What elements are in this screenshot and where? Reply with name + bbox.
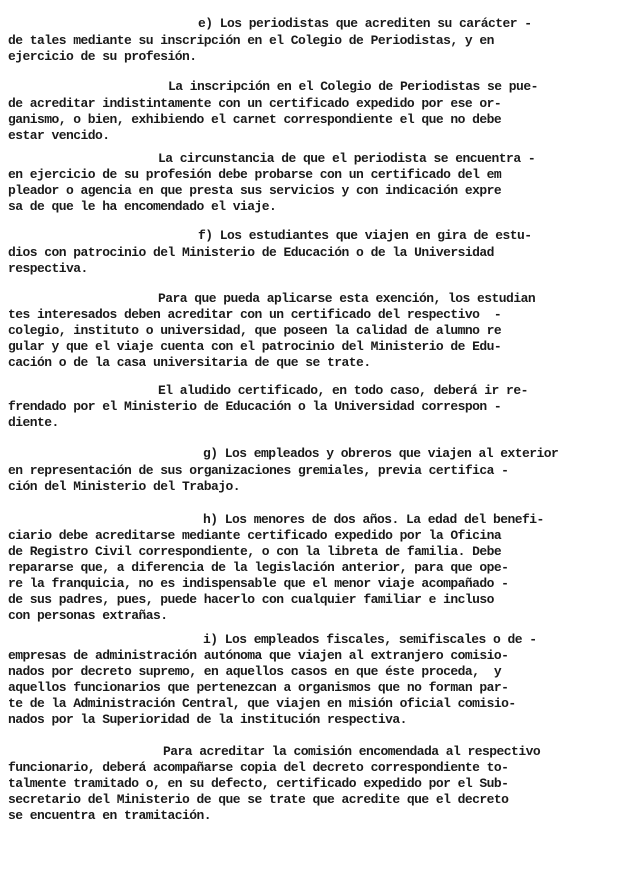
text-line: nados por decreto supremo, en aquellos casos en que éste proceda, y — [8, 664, 502, 679]
text-line: funcionario, deberá acompañarse copia del decreto correspondiente to- — [8, 760, 509, 775]
text-line: en ejercicio de su profesión debe probarse con un certificado del em — [8, 167, 502, 182]
text-line: ejercicio de su profesión. — [8, 49, 197, 64]
text-line: frendado por el Ministerio de Educación o la Universidad correspon - — [8, 399, 502, 414]
text-line: con personas extrañas. — [8, 608, 168, 623]
text-line: f) Los estudiantes que viajen en gira de estu- — [198, 228, 532, 243]
text-line: g) Los empleados y obreros que viajen al exterior — [203, 446, 559, 461]
text-line: ciario debe acreditarse mediante certificado expedido por la Oficina — [8, 528, 502, 543]
text-line: re la franquicia, no es indispensable que el menor viaje acompañado - — [8, 576, 509, 591]
text-line: nados por la Superioridad de la institución respectiva. — [8, 712, 407, 727]
text-line: La circunstancia de que el periodista se encuentra - — [158, 151, 536, 166]
text-line: en representación de sus organizaciones gremiales, previa certifica - — [8, 463, 509, 478]
text-line: de acreditar indistintamente con un certificado expedido por ese or- — [8, 96, 502, 111]
text-line: de Registro Civil correspondiente, o con la libreta de familia. Debe — [8, 544, 502, 559]
text-line: ganismo, o bien, exhibiendo el carnet correspondiente el que no debe — [8, 112, 502, 127]
text-line: ción del Ministerio del Trabajo. — [8, 479, 241, 494]
text-line: te de la Administración Central, que viajen en misión oficial comisio- — [8, 696, 516, 711]
text-line: sa de que le ha encomendado el viaje. — [8, 199, 277, 214]
text-line: colegio, instituto o universidad, que poseen la calidad de alumno re — [8, 323, 502, 338]
text-line: e) Los periodistas que acrediten su carácter - — [198, 16, 532, 31]
text-line: dios con patrocinio del Ministerio de Educación o de la Universidad — [8, 245, 494, 260]
text-line: estar vencido. — [8, 128, 110, 143]
text-line: repararse que, a diferencia de la legislación anterior, para que ope- — [8, 560, 509, 575]
text-line: Para acreditar la comisión encomendada al respectivo — [163, 744, 541, 759]
text-line: de tales mediante su inscripción en el Colegio de Periodistas, y en — [8, 33, 494, 48]
text-line: diente. — [8, 415, 59, 430]
text-line: tes interesados deben acreditar con un certificado del respectivo - — [8, 307, 502, 322]
text-line: pleador o agencia en que presta sus servicios y con indicación expre — [8, 183, 502, 198]
text-line: h) Los menores de dos años. La edad del benefi- — [203, 512, 544, 527]
text-line: La inscripción en el Colegio de Periodistas se pue- — [168, 79, 538, 94]
text-line: se encuentra en tramitación. — [8, 808, 212, 823]
text-line: El aludido certificado, en todo caso, deberá ir re- — [158, 383, 528, 398]
text-line: Para que pueda aplicarse esta exención, los estudian — [158, 291, 536, 306]
text-line: talmente tramitado o, en su defecto, certificado expedido por el Sub- — [8, 776, 509, 791]
text-line: gular y que el viaje cuenta con el patrocinio del Ministerio de Edu- — [8, 339, 502, 354]
text-line: empresas de administración autónoma que viajen al extranjero comisio- — [8, 648, 509, 663]
text-line: secretario del Ministerio de que se trate que acredite que el decreto — [8, 792, 509, 807]
text-line: aquellos funcionarios que pertenezcan a organismos que no forman par- — [8, 680, 509, 695]
text-line: i) Los empleados fiscales, semifiscales o de - — [203, 632, 537, 647]
text-line: cación o de la casa universitaria de que se trate. — [8, 355, 371, 370]
text-line: respectiva. — [8, 261, 88, 276]
text-line: de sus padres, pues, puede hacerlo con cualquier familiar e incluso — [8, 592, 494, 607]
